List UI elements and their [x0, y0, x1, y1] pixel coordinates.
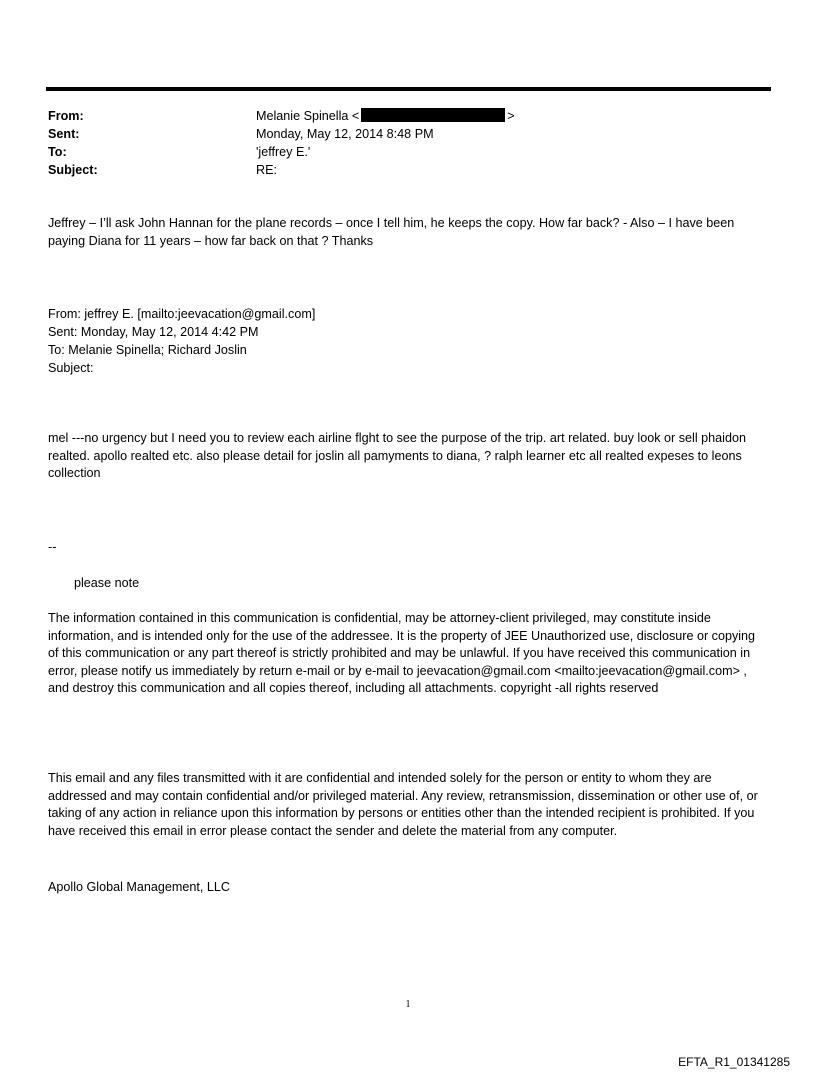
to-label: To: [48, 145, 67, 159]
original-subject: Subject: [48, 361, 94, 375]
sent-row [48, 126, 515, 144]
to-value: 'jeffrey E.' [256, 145, 311, 159]
confidential-notice [48, 610, 760, 698]
to-row [48, 144, 515, 162]
please-note: please note [74, 576, 140, 590]
company-name: Apollo Global Management, LLC [48, 880, 231, 894]
email-disclaimer-text: This email and any files transmitted with it are confidential and intended solely for the person or entity to whom they are addressed and may contain confidential and/or privileged material. Any review, retransmission, dissemination or other use of, or taking of any action in reliance upon this information by persons or entities other than the intended recipient is prohibited. If you have received this email in error please contact the sender and delete the material from any computer. [48, 771, 758, 838]
original-body [48, 430, 760, 483]
signature-separator: -- [48, 540, 57, 554]
subject-row [48, 162, 515, 180]
sent-label: Sent: [48, 127, 80, 141]
original-body-text: mel ---no urgency but I need you to review each airline flght to see the purpose of the trip. art related. buy look or sell phaidon realted. apollo realted etc. also please detail for joslin all pamyments to diana, ? ralph learner etc all realted expeses to leons collection [48, 431, 746, 481]
from-value-suffix: > [507, 109, 515, 123]
original-to: To: Melanie Spinella; Richard Joslin [48, 343, 247, 357]
from-value-prefix: Melanie Spinella < [256, 109, 360, 123]
from-value [256, 108, 515, 126]
original-header [48, 306, 758, 378]
page-number: 1 [405, 999, 411, 1010]
sent-value: Monday, May 12, 2014 8:48 PM [256, 127, 434, 141]
email-header [48, 108, 515, 180]
original-sent: Sent: Monday, May 12, 2014 4:42 PM [48, 325, 259, 339]
from-row [48, 108, 515, 126]
subject-value: RE: [256, 163, 277, 177]
email-disclaimer [48, 770, 760, 840]
bates-number: EFTA_R1_01341285 [678, 1055, 790, 1069]
from-label: From: [48, 109, 84, 123]
redaction-box [361, 108, 505, 122]
confidential-notice-text: The information contained in this communication is confidential, may be attorney-client privileged, may constitute inside information, and is intended only for the use of the addressee. It is the property of JEE Unauthorized use, disclosure or copying of this communication or any part thereof is strictly prohibited and may be unlawful. If you have received this communication in error, please notify us immediately by return e-mail or by e-mail to jeevacation@gmail.com <mailto:jeevacation@gmail.com> , and destroy this communication and all copies thereof, including all attachments. copyright -all rights reserved [48, 611, 756, 696]
original-from: From: jeffrey E. [mailto:jeevacation@gmail.com] [48, 307, 316, 321]
reply-text: Jeffrey – I’ll ask John Hannan for the plane records – once I tell him, he keeps the copy. How far back? - Also – I have been paying Diana for 11 years – how far back on that ? Thanks [48, 216, 735, 248]
header-rule [46, 87, 771, 91]
subject-label: Subject: [48, 163, 98, 177]
reply-body [48, 215, 758, 250]
